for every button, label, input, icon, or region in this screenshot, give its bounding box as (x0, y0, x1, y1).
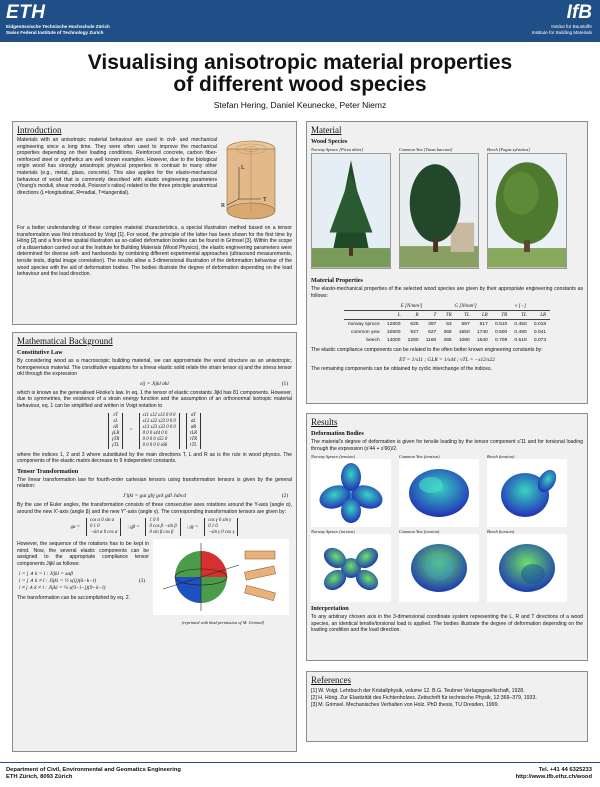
beech-torsion-body: Beech (torsion) (487, 529, 567, 602)
table-row: beech 14000 2280 1160 465 1080 1640 0.708 0.518 0.073 (366, 337, 547, 343)
voigt-matrix: εT εL εR γLR γTR γTL = s11 s12 s13 0 0 0 s12 s22 s23 0 0 0 s13 s23 s33 0 0 0 0 0 0 s44 0 0 0 0 0 0 s55 0 0 0 0 0 0 s66 σT σL σR τLR τTR τTL (13, 413, 296, 449)
material-panel (306, 121, 588, 404)
yew-torsion-body: Common Yew (torsion) (399, 529, 479, 602)
interpretation-heading: Interpretation (311, 605, 349, 613)
math-background-panel (12, 332, 297, 752)
material-properties-text: The elasto-mechanical properties of the selected wood species are given by their appropriate engineering constants as follows: (311, 286, 583, 299)
reference-list (311, 688, 583, 708)
authors: Stefan Hering, Daniel Keunecke, Peter Niemz (213, 100, 387, 110)
results-panel (306, 413, 588, 661)
euler-angles-text: By the use of Euler angles, the transformation consists of three consecutive axes rotations around the Y-axis (angle α), around the new X'-axis (angle β) and the new Y''-axis (angle γ). The corresponding transformation tensors are given by: (17, 501, 292, 515)
material-properties-heading: Material Properties (311, 277, 363, 284)
results-heading: Results (311, 417, 338, 427)
equation-2: J'ijkl = gai gbj gck gdl Jabcd (2) (122, 492, 288, 499)
constitutive-law-heading: Constitutive Law (17, 349, 63, 356)
beech-tension-body: Beech (tension) (487, 454, 567, 527)
figure-credit: (reprinted with kind permission of M. Grimsel) (181, 620, 265, 626)
wood-species-heading: Wood Species (311, 138, 348, 145)
engineering-constants-table (344, 302, 549, 344)
header-bar (0, 0, 600, 42)
ifb-subtitle: Institut für Baustoffe Institute for Building Materials (531, 24, 592, 35)
reference-item: [2] H. Hörig. Zur Elastizität des Fichtenholzes. Zeitschrift für technische Physik, 12:369–379, 1933. (311, 694, 537, 701)
yew-tension-body: Common Yew (tension) (399, 454, 479, 527)
table-row: norway spruce 12800 625 397 53 587 617 0.510 0.450 0.018 (347, 321, 547, 327)
introduction-paragraph-2: For a better understanding of these complex material characteristics, a special illustration method based on a tensor transformation was first introduced by Voigt [1]. For wood, the principle of the latter has been shown for the first time by Hörig [2] and a first-time spatial illustration as so-called deformation bodies can be found in Grimsel [3]. Within the scope of a dissertation carried out at the Institute for Building Materials (Wood Physics), the elastic engineering parameters were determined for diverse soft- and hardwoods by combining different experimental approaches (ultrasound measurements, tensile tests, digital image correlation). The results allow a 3-dimensional illustration of the deformation behaviour of the wood species with the aid of deformation bodies. The bodies illustrate the degree of deformation depending on the load behaviour and the load direction. (17, 225, 292, 278)
material-heading: Material (311, 125, 342, 135)
deformation-bodies-grid (311, 454, 583, 602)
rotation-matrices: gα = cos α 0 sin α 0 1 0 −sin α 0 cos α ; gβ = 1 0 0 0 cos β −sin β 0 sin β cos β ; gγ = cos γ 0 sin γ 0 1 0 −sin γ 0 cos γ (13, 518, 296, 536)
reference-item: [1] W. Voigt. Lehrbuch der Kristallphysik, volume 12. B.G. Teubner Verlagsgesellschaft, 1928. (311, 688, 525, 694)
species-beech: Beech [Fagus sylvatica] (487, 147, 567, 274)
deformation-bodies-heading: Deformation Bodies (311, 430, 364, 437)
species-photos (311, 147, 583, 274)
introduction-heading: Introduction (17, 125, 62, 135)
references-panel (306, 671, 588, 742)
axis-label-R: R (221, 203, 226, 209)
poster-title: Visualising anisotropic material properties of different wood species (87, 51, 513, 96)
table-group-header: E [N/mm²] G [N/mm²] ν [−] (344, 302, 549, 311)
axis-label-L: L (241, 165, 245, 171)
euler-rotation-diagram (153, 539, 289, 615)
rotation-sequence-text: However, the sequence of the rotations has to be kept in mind. Now, the several elastic components can be assigned to the appropriate compliance tensor components Jijkl as follows: (17, 541, 149, 567)
species-yew: Common Yew [Taxus baccata] (399, 147, 479, 274)
reference-item: [3] M. Grimsel. Mechanisches Verhalten von Holz. PhD thesis, TU Dresden, 1999. (311, 701, 499, 708)
compliance-relation-text: The elastic compliance components can be related to the often better known engineering constants by: (311, 347, 543, 354)
footer-url[interactable]: http://www.ifb.ethz.ch/wood (515, 774, 592, 780)
hooke-law-text: which is known as the generalised Hooke's law. In eq. 1 the tensor of elastic constants Jijkl has 81 components. However, due to symmetries, the existence of a strain energy function and the assumption of an orthonormal isotropic material behaviour, eq. 1 can be simplified and written in Voigt notation to (17, 389, 292, 409)
references-heading: References (311, 675, 351, 685)
equation-1: εij = Jijkl σkl (1) (140, 380, 288, 387)
introduction-panel (12, 121, 297, 325)
cyclic-interchange-text: The remaining components can be obtained by cyclic interchange of the indices. (311, 365, 492, 372)
species-spruce: Norway Spruce [Picea abies] (311, 147, 391, 274)
compliance-equation: ET = 1/s11 ; GLR = 1/s44 ; νTL = −s12/s22 (399, 356, 495, 363)
footer-address: Department of Civil, Environmental and Geomatics Engineering ETH Zürich, 8093 Zürich (6, 767, 181, 780)
table-row: common yew 10500 927 627 368 1650 1740 0.500 0.480 0.041 (350, 329, 547, 335)
axis-label-T: T (263, 197, 267, 203)
transformation-note: The transformation can be accomplished by eq. 2. (17, 594, 130, 601)
voigt-explanation: where the indices 1, 2 and 3 where substituted by the main directions T, L and R as is the rule in wood physics. The components of the elastic matrix decrease to 9 independent constants. (17, 451, 292, 465)
footer-contact (516, 767, 592, 781)
eth-subtitle: Eidgenössische Technische Hochschule Zürich Swiss Federal Institute of Technology Zurich (6, 24, 110, 35)
beech-photo (487, 153, 567, 269)
interpretation-text: To any arbitrary chosen axis in the 3-dimensional coordinate system representing the L, R and T directions of a wood species, an identical tensile/torsional load is applied. The bodies illustrate the degree of deformation depending on the loading condition and the load direction. (311, 614, 583, 634)
table-column-header: L R T TR TL LR TR TL LR (344, 311, 549, 320)
footer (0, 762, 600, 787)
yew-photo (399, 153, 479, 269)
deformation-bodies-text: The material's degree of deformation is given for tensile loading by the tensor component s'11 and for torsional loading through the expression (s'44 + s'66)/2. (311, 439, 583, 452)
ifb-logo: IfB (566, 2, 592, 23)
compliance-assignment-rules: i = j ∧ k = l : Jijkl = sαβ i = j ∧ k ≠ l : Jijkl = ½ s(ij)(6−k−l) i ≠ j ∧ k ≠ l : Jijkl = ¼ s(9−i−j)(9−k−l) (3) (19, 570, 145, 591)
constitutive-law-text: By considering wood as a macroscopic building material, we can approximate the wood structure as an anisotropic, homogeneous material. The constitutive equations for a linear elastic solid relate the strain tensor εij and the stress tensor σkl through the expression (17, 358, 292, 378)
wood-log-illustration (221, 137, 293, 223)
footer-phone: Tel. +41 44 6325233 (538, 767, 592, 773)
tensor-transformation-heading: Tensor Transformation (17, 467, 79, 475)
spruce-photo (311, 153, 391, 269)
math-heading: Mathematical Background (17, 336, 113, 346)
spruce-tension-body: Norway Spruce (tension) (311, 454, 391, 527)
introduction-paragraph-1: Materials with an anisotropic material behaviour are used in civil- and mechanical engineering since a long time. They were often used to improve the mechanical properties depending on their loading conditions. Reinforced concrete, carbon fiber-reinforced steel or synthetics are well known examples. However, due to the biological origin wood has strongly anisotropic physical properties in contrast to many other materials (e.g., metal, glass, concrete). This also applies for the elasto-mechanical behaviour of wood that is commonly described with elastic engineering parameters (Young's moduli, shear moduli, Poisson's ratios) related to the three principle anatomical directions (L=longitudinal, R=radial, T=tangential). (17, 137, 217, 196)
transformation-intro: The linear transformation law for fourth-order cartesian tensors using transformation tensors is given by the general relation: (17, 476, 292, 490)
spruce-torsion-body: Norway Spruce (torsion) (311, 529, 391, 602)
eth-logo: ETH (6, 2, 46, 23)
